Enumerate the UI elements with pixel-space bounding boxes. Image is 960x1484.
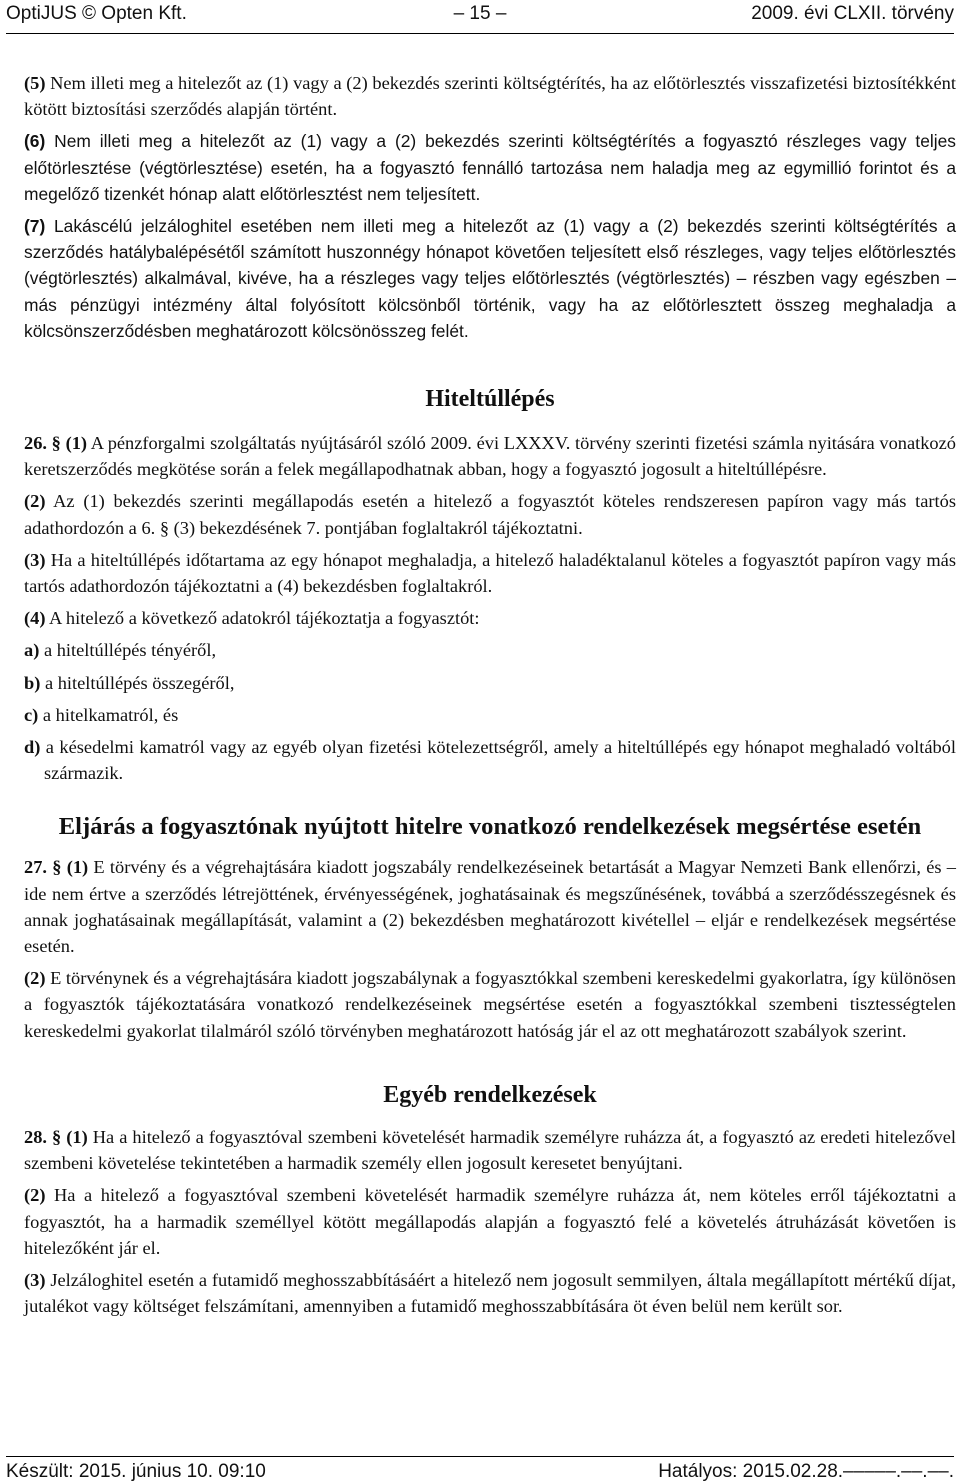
list-item-label: c) xyxy=(24,704,39,725)
page-number: – 15 – xyxy=(453,3,507,24)
document-body xyxy=(24,70,956,1325)
paragraph-text: E törvénynek és a végrehajtására kiadott jogszabálynak a fogyasztókkal szembeni kereskedelmi gyakorlatra, így különösen a fogyasztók tájékoztatására vonatkozó rendelkezéseinek megsértése esetén a fogyasztókkal szembeni tisztességtelen kereskedelmi gyakorlat tilalmáról szóló törvényben meghatározott hatóság jár el az ott meghatározott szabályok szerint. xyxy=(24,968,956,1041)
section-number: 26. § xyxy=(24,433,61,454)
list-item xyxy=(24,702,956,728)
paragraph-number: (2) xyxy=(24,968,46,989)
header-publisher: OptiJUS © Opten Kft. xyxy=(6,3,187,24)
list-item-text: a késedelmi kamatról vagy az egyéb olyan fizetési kötelezettségről, amely a hiteltúllépés egy hónapot meghaladó voltából származik. xyxy=(44,737,956,784)
list-item-text: a hitelkamatról, és xyxy=(42,704,179,725)
header-law-title: 2009. évi CLXII. törvény xyxy=(751,3,954,24)
paragraph-number: (3) xyxy=(24,549,46,570)
paragraph-number: (2) xyxy=(24,491,46,512)
paragraph-number: (3) xyxy=(24,1269,46,1290)
paragraph-number: (1) xyxy=(66,1126,88,1147)
footer-divider xyxy=(6,1456,954,1457)
list-item-text: a hiteltúllépés tényéről, xyxy=(43,640,217,661)
list-item-label: a) xyxy=(24,640,40,661)
section-number: 27. § xyxy=(24,857,62,878)
paragraph-7 xyxy=(24,213,956,344)
paragraph-number: (7) xyxy=(24,216,46,237)
page-header xyxy=(6,0,954,30)
list-item-label: b) xyxy=(24,672,41,693)
section-heading-hiteltullepes: Hiteltúllépés xyxy=(425,386,555,413)
section-28-paragraph-2 xyxy=(24,1182,956,1261)
paragraph-text: A pénzforgalmi szolgáltatás nyújtásáról szóló 2009. évi LXXXV. törvény szerinti fizetési számla nyitására vonatkozó keretszerződés megkötése során a felek megállapodhatnak abban, hogy a fogyasztó jogosult a hiteltúllépésre. xyxy=(24,433,956,480)
list-item xyxy=(24,670,956,696)
list-item xyxy=(24,734,956,786)
paragraph-text: A hitelező a következő adatokról tájékoztatja a fogyasztót: xyxy=(49,608,480,629)
section-heading-egyeb: Egyéb rendelkezések xyxy=(383,1081,597,1108)
header-divider xyxy=(6,33,954,34)
section-26-paragraph-3 xyxy=(24,547,956,599)
paragraph-text: Jelzáloghitel esetén a futamidő meghosszabbításáért a hitelező nem jogosult semmilyen, általa megállapított mértékű díjat, jutalékot vagy költséget felszámítani, amennyiben a futamidő meghosszabbítására öt éven belül nem került sor. xyxy=(24,1269,956,1317)
paragraph-text: Ha a hitelező a fogyasztóval szembeni követelését harmadik személyre ruházza át, a fogyasztó az eredeti hitelezővel szembeni követelése tekintetében a harmadik személy ellen jogosult keresetet benyújtani. xyxy=(24,1126,956,1174)
section-27-paragraph-2 xyxy=(24,965,956,1044)
paragraph-5 xyxy=(24,70,956,122)
section-number: 28. § xyxy=(24,1126,62,1147)
footer-effective: Hatályos: 2015.02.28.–––––.––.––. xyxy=(658,1461,954,1482)
paragraph-6 xyxy=(24,128,956,207)
paragraph-number: (6) xyxy=(24,131,46,152)
paragraph-text: Ha a hiteltúllépés időtartama az egy hónapot meghaladja, a hitelező haladéktalanul köteles a fogyasztót papíron vagy más tartós adathordozón tájékoztatni a (4) bekezdésben foglaltakról. xyxy=(24,549,956,597)
paragraph-text: Ha a hitelező a fogyasztóval szembeni követelését harmadik személyre ruházza át, nem köteles erről tájékoztatni a fogyasztót, ha a harmadik személlyel kötött megállapodás alapján a fogyasztó felé a követelés átruházását követően is hitelezőként jár el. xyxy=(24,1185,956,1258)
section-28-paragraph-1 xyxy=(24,1124,956,1176)
list-item xyxy=(24,637,956,663)
footer-created: Készült: 2015. június 10. 09:10 xyxy=(6,1461,266,1482)
paragraph-number: (1) xyxy=(66,857,89,878)
enumerated-list xyxy=(24,637,956,786)
section-27-paragraph-1 xyxy=(24,854,956,959)
list-item-text: a hiteltúllépés összegéről, xyxy=(44,672,235,693)
paragraph-text: Az (1) bekezdés szerinti megállapodás esetén a hitelező a fogyasztót köteles rendszeresen papíron vagy más tartós adathordozón a 6. § (3) bekezdésének 7. pontjában foglaltakról tájékoztatni. xyxy=(24,491,956,538)
section-heading-eljaras: Eljárás a fogyasztónak nyújtott hitelre vonatkozó rendelkezések megsértése esetén xyxy=(58,813,922,841)
paragraph-text: Nem illeti meg a hitelezőt az (1) vagy a (2) bekezdés szerinti költségtérítés, ha az előtörlesztés visszafizetési biztosítékként kötött biztosítási szerződés alapján történt. xyxy=(24,73,956,120)
paragraph-number: (2) xyxy=(24,1185,46,1206)
section-26-paragraph-2 xyxy=(24,488,956,540)
paragraph-number: (5) xyxy=(24,73,46,93)
paragraph-text: E törvény és a végrehajtására kiadott jogszabály rendelkezéseinek betartását a Magyar Nemzeti Bank ellenőrzi, és – ide nem értve a szerződés létrejöttének, érvényességének, joghatásainak és megszűnésének, továbbá a szerződésszegésnek és annak joghatásainak megállapítását, valamint a (2) bekezdésben meghatározott kivétellel – eljár e rendelkezések megsértése esetén. xyxy=(24,857,957,957)
list-item-label: d) xyxy=(24,737,41,758)
paragraph-number: (1) xyxy=(65,433,88,454)
paragraph-number: (4) xyxy=(24,608,46,629)
paragraph-text: Lakáscélú jelzáloghitel esetében nem illeti meg a hitelezőt az (1) vagy a (2) bekezdés szerinti költségtérítés a szerződés hatálybalépésétől számított huszonnégy hónapot követően teljesített első részleges, vagy teljes előtörlesztés (végtörlesztés) alkalmával, kivéve, ha a részleges vagy teljes előtörlesztés (végtörlesztés) – részben vagy egészben – más pénzügyi intézmény által folyósított kölcsönből történik, vagy ha az előtörlesztett összeg meghaladja a kölcsönszerződésben meghatározott kölcsönösszeg felét. xyxy=(24,216,956,341)
paragraph-text: Nem illeti meg a hitelezőt az (1) vagy a (2) bekezdés szerinti költségtérítés a fogyasztó részleges vagy teljes előtörlesztése (végtörlesztése) esetén, ha a fogyasztó fennálló tartozása nem haladja meg az egymillió forintot és a megelőző tizenkét hónap alatt előtörlesztést nem teljesített. xyxy=(24,131,956,204)
section-26-paragraph-4 xyxy=(24,605,956,631)
section-28-paragraph-3 xyxy=(24,1267,956,1319)
section-26-paragraph-1 xyxy=(24,430,956,482)
